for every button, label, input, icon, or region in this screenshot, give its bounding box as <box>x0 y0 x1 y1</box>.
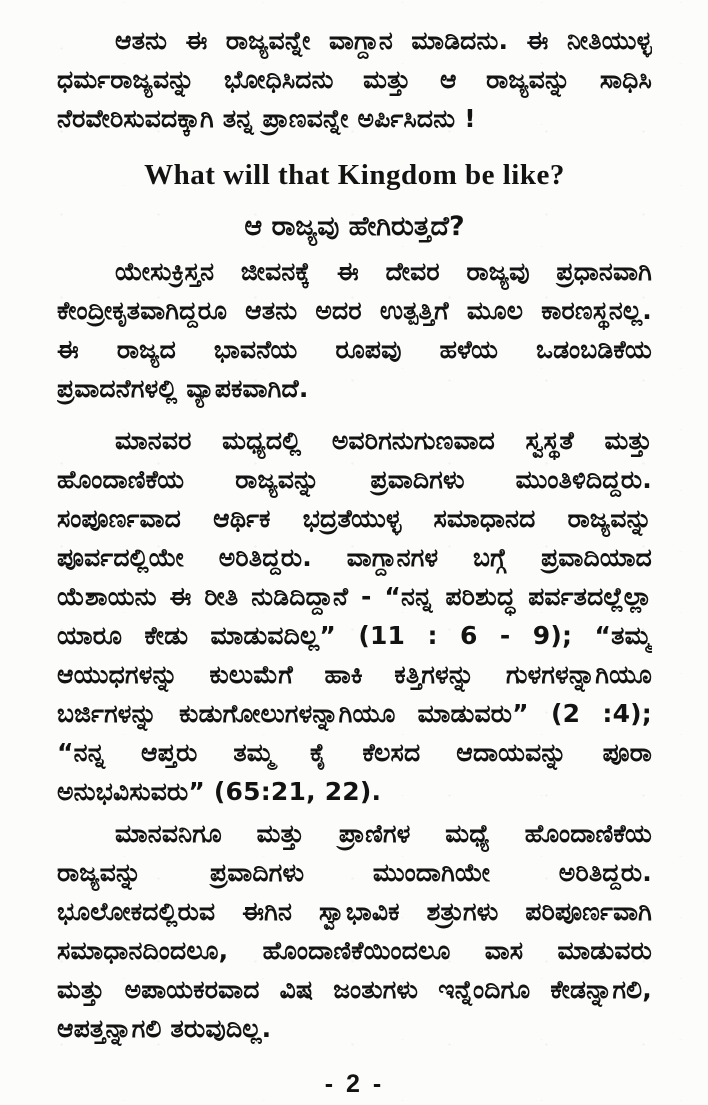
text-line: ಮಾನವರ ಮಧ್ಯದಲ್ಲಿ ಅವರಿಗನುಗುಣವಾದ ಸ್ವಸ್ಥತೆ ಮತ್ತು <box>115 426 652 455</box>
text-line: ಯೆಶಾಯನು ಈ ರೀತಿ ನುಡಿದಿದ್ದಾನೆ - “ನನ್ನ ಪರಿಶುದ್ಧ ಪರ್ವತದಲ್ಲೆಲ್ಲಾ <box>57 582 652 611</box>
text-line: ಪ್ರವಾದನೆಗಳಲ್ಲಿ ವ್ಯಾಪಕವಾಗಿದೆ. <box>57 374 309 403</box>
text-line: ಮಾನವನಿಗೂ ಮತ್ತು ಪ್ರಾಣಿಗಳ ಮಧ್ಯೆ ಹೊಂದಾಣಿಕೆಯ <box>115 819 652 848</box>
text-line: ಸಮಾಧಾನದಿಂದಲೂ, ಹೊಂದಾಣಿಕೆಯಿಂದಲೂ ವಾಸ ಮಾಡುವರು <box>57 936 652 965</box>
text-line: ಭೂಲೋಕದಲ್ಲಿರುವ ಈಗಿನ ಸ್ವಾಭಾವಿಕ ಶತ್ರುಗಳು ಪರಿಪೂರ್ಣವಾಗಿ <box>57 897 652 926</box>
text-line: ಹೊಂದಾಣಿಕೆಯ ರಾಜ್ಯವನ್ನು ಪ್ರವಾದಿಗಳು ಮುಂತಿಳಿದಿದ್ದರು. <box>57 465 652 494</box>
text-line: ಕೇಂದ್ರೀಕೃತವಾಗಿದ್ದರೂ ಆತನು ಅದರ ಉತ್ಪತ್ತಿಗೆ ಮೂಲ ಕಾರಣಸ್ಥನಲ್ಲ. <box>57 296 652 325</box>
text-line: ಪೂರ್ವದಲ್ಲಿಯೇ ಅರಿತಿದ್ದರು. ವಾಗ್ದಾನಗಳ ಬಗ್ಗೆ ಪ್ರವಾದಿಯಾದ <box>57 543 652 572</box>
text-line: ರಾಜ್ಯವನ್ನು ಪ್ರವಾದಿಗಳು ಮುಂದಾಗಿಯೇ ಅರಿತಿದ್ದರು. <box>57 858 652 887</box>
text-line: ಬರ್ಜಿಗಳನ್ನು ಕುಡುಗೋಲುಗಳನ್ನಾಗಿಯೂ ಮಾಡುವರು” (2 :4); <box>57 699 652 728</box>
text-line: ಧರ್ಮರಾಜ್ಯವನ್ನು ಭೋಧಿಸಿದನು ಮತ್ತು ಆ ರಾಜ್ಯವನ್ನು ಸಾಧಿಸಿ <box>57 65 652 94</box>
text-line: ಅನುಭವಿಸುವರು” (65:21, 22). <box>57 777 382 806</box>
text-line: ಮತ್ತು ಅಪಾಯಕರವಾದ ವಿಷ ಜಂತುಗಳು ಇನ್ನೆಂದಿಗೂ ಕೇಡನ್ನಾಗಲಿ, <box>57 975 652 1004</box>
paragraph-3 <box>57 421 652 811</box>
text-line: ಯಾರೂ ಕೇಡು ಮಾಡುವದಿಲ್ಲ” (11 : 6 - 9); “ತಮ್ಮ <box>57 621 652 650</box>
text-line: ಆತನು ಈ ರಾಜ್ಯವನ್ನೇ ವಾಗ್ದಾನ ಮಾಡಿದನು. ಈ ನೀತಿಯುಳ್ಳ <box>115 26 652 55</box>
paragraph-4 <box>57 814 652 1048</box>
text-line: ಈ ರಾಜ್ಯದ ಭಾವನೆಯ ರೂಪವು ಹಳೆಯ ಒಡಂಬಡಿಕೆಯ <box>57 335 652 364</box>
paragraph-1 <box>57 21 652 138</box>
text-line: ಯೇಸುಕ್ರಿಸ್ತನ ಜೀವನಕ್ಕೆ ಈ ದೇವರ ರಾಜ್ಯವು ಪ್ರಧಾನವಾಗಿ <box>115 257 652 286</box>
text-line: “ನನ್ನ ಆಪ್ತರು ತಮ್ಮ ಕೈ ಕೆಲಸದ ಆದಾಯವನ್ನು ಪೂರಾ <box>57 738 652 767</box>
text-line: ಆಯುಧಗಳನ್ನು ಕುಲುಮೆಗೆ ಹಾಕಿ ಕತ್ತಿಗಳನ್ನು ಗುಳಗಳನ್ನಾಗಿಯೂ <box>57 660 652 689</box>
page-number: - 2 - <box>324 1070 385 1098</box>
english-section-heading: What will that Kingdom be like? <box>144 159 565 191</box>
text-line: ಸಂಪೂರ್ಣವಾದ ಆರ್ಥಿಕ ಭದ್ರತೆಯುಳ್ಳ ಸಮಾಧಾನದ ರಾಜ್ಯವನ್ನು <box>57 504 652 533</box>
text-line: ಆಪತ್ತನ್ನಾಗಲಿ ತರುವುದಿಲ್ಲ. <box>57 1014 272 1043</box>
kannada-section-heading: ಆ ರಾಜ್ಯವು ಹೇಗಿರುತ್ತದೆ? <box>244 211 465 242</box>
paragraph-2 <box>57 252 652 408</box>
text-line: ನೆರವೇರಿಸುವದಕ್ಕಾಗಿ ತನ್ನ ಪ್ರಾಣವನ್ನೇ ಅರ್ಪಿಸಿದನು ! <box>57 104 476 133</box>
